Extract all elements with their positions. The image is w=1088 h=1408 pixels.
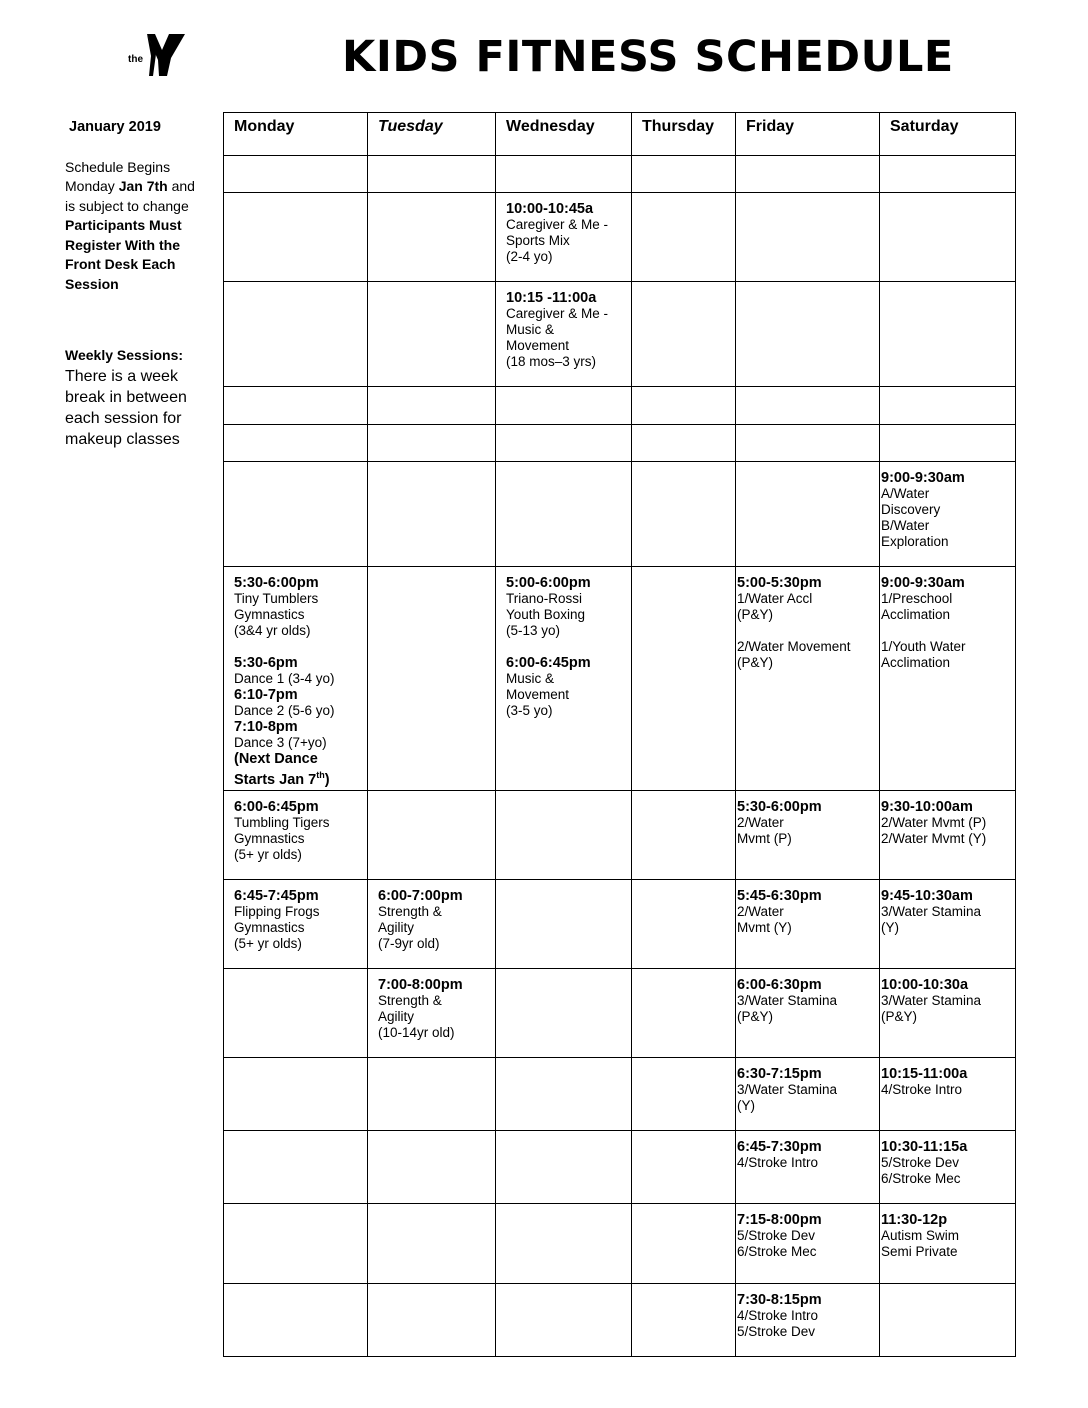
class-cell [880, 969, 1016, 1058]
class-desc: (P&Y) [737, 607, 774, 622]
register-line-3: Front Desk Each [65, 256, 176, 272]
class-time: 7:00-8:00pm [378, 977, 463, 993]
class-desc: 6/Stroke Mec [737, 1244, 817, 1259]
class-desc: Autism Swim [881, 1228, 960, 1243]
class-desc: Tumbling Tigers [234, 815, 330, 830]
class-cell [368, 969, 496, 1058]
dance-note-close: ) [324, 771, 330, 788]
class-desc: 6/Stroke Mec [881, 1171, 961, 1186]
class-desc: Dance 3 (7+yo) [234, 735, 327, 750]
dance-note: (Next Dance [234, 751, 318, 767]
class-desc: 3/Water Stamina [881, 993, 982, 1008]
class-desc: Music & [506, 322, 555, 337]
table-row [224, 425, 1016, 462]
col-saturday: Saturday [880, 113, 1016, 156]
class-desc: 2/Water [737, 904, 784, 919]
class-cell [224, 791, 368, 880]
class-desc: 2/Water Mvmt (P) [881, 815, 987, 830]
weekly-line-1: There is a week [65, 367, 178, 385]
header-row [224, 113, 1016, 156]
dance-note-date [234, 767, 365, 788]
class-desc: (Y) [881, 920, 899, 935]
class-time: 10:30-11:15a [881, 1139, 968, 1155]
class-desc: (5+ yr olds) [234, 847, 302, 862]
class-desc: (3-5 yo) [506, 703, 553, 718]
class-cell [496, 282, 632, 387]
class-desc: Caregiver & Me - [506, 217, 609, 232]
class-desc: (7-9yr old) [378, 936, 440, 951]
class-time: 9:00-9:30am [881, 575, 965, 591]
class-time: 5:00-5:30pm [737, 575, 822, 591]
class-time: 6:10-7pm [234, 687, 298, 703]
begins-and: and [167, 178, 195, 194]
class-desc: Acclimation [881, 655, 951, 670]
class-time: 7:10-8pm [234, 719, 298, 735]
class-desc: Mvmt (P) [737, 831, 792, 846]
class-cell [736, 567, 880, 791]
col-wednesday: Wednesday [496, 113, 632, 156]
class-cell [368, 880, 496, 969]
dance-note-text: Starts Jan 7 [234, 771, 317, 788]
class-cell [880, 880, 1016, 969]
class-cell [496, 193, 632, 282]
table-row [224, 156, 1016, 193]
class-desc: Triano-Rossi [506, 591, 583, 606]
ymca-logo [125, 30, 187, 80]
class-desc: B/Water [881, 518, 930, 533]
class-desc: Caregiver & Me - [506, 306, 609, 321]
col-monday: Monday [224, 113, 368, 156]
class-time: 5:30-6:00pm [234, 575, 319, 591]
class-desc: Agility [378, 1009, 415, 1024]
class-desc: (P&Y) [881, 1009, 918, 1024]
class-desc: 1/Water Accl [737, 591, 813, 606]
class-desc: Discovery [881, 502, 941, 517]
class-desc: 4/Stroke Intro [737, 1308, 819, 1323]
class-cell [224, 880, 368, 969]
class-cell [736, 1284, 880, 1357]
class-desc: (5+ yr olds) [234, 936, 302, 951]
class-time: 9:45-10:30am [881, 888, 973, 904]
class-cell [880, 567, 1016, 791]
table-row [224, 1131, 1016, 1204]
class-cell [880, 1131, 1016, 1204]
class-desc: Movement [506, 338, 570, 353]
class-time: 5:30-6pm [234, 655, 298, 671]
begins-date: Jan 7th [118, 178, 168, 194]
schedule-table [223, 112, 1016, 1357]
class-cell [496, 567, 632, 791]
class-desc: 5/Stroke Dev [737, 1324, 816, 1339]
class-desc: 2/Water Movement [737, 639, 851, 654]
table-row [224, 193, 1016, 282]
class-time: 10:15 -11:00a [506, 290, 597, 306]
class-time: 6:00-7:00pm [378, 888, 463, 904]
weekly-label: Weekly Sessions: [65, 347, 184, 363]
class-desc: 2/Water [737, 815, 784, 830]
class-time: 9:30-10:00am [881, 799, 973, 815]
class-time: 11:30-12p [881, 1212, 948, 1228]
class-desc: 3/Water Stamina [881, 904, 982, 919]
class-desc: 1/Youth Water [881, 639, 966, 654]
class-cell [880, 462, 1016, 567]
class-desc: Tiny Tumblers [234, 591, 319, 606]
class-desc: A/Water [881, 486, 930, 501]
weekly-line-4: makeup classes [65, 430, 180, 448]
class-desc: 5/Stroke Dev [737, 1228, 816, 1243]
class-cell [736, 791, 880, 880]
logo-text: the [128, 54, 143, 65]
table-row [224, 1058, 1016, 1131]
sidebar-notes [65, 118, 215, 450]
class-desc: (P&Y) [737, 1009, 774, 1024]
class-time: 6:45-7:45pm [234, 888, 319, 904]
class-time: 5:45-6:30pm [737, 888, 822, 904]
register-line-2: Register With the [65, 236, 180, 253]
begins-line-1: Schedule Begins [65, 158, 171, 175]
class-time: 6:30-7:15pm [737, 1066, 822, 1082]
class-time: 6:00-6:45pm [234, 799, 319, 815]
class-desc: Dance 1 (3-4 yo) [234, 671, 335, 686]
page-title: KIDS FITNESS SCHEDULE [342, 32, 954, 82]
class-time: 5:00-6:00pm [506, 575, 591, 591]
col-thursday: Thursday [632, 113, 736, 156]
class-desc: Exploration [881, 534, 949, 549]
dance-note-sup: th [316, 770, 325, 780]
class-time: 10:15-11:00a [881, 1066, 968, 1082]
class-desc: Strength & [378, 993, 442, 1008]
class-time: 7:15-8:00pm [737, 1212, 822, 1228]
class-cell [736, 969, 880, 1058]
class-desc: Gymnastics [234, 920, 305, 935]
class-desc: Youth Boxing [506, 607, 586, 622]
class-desc: Gymnastics [234, 607, 305, 622]
class-time: 10:00-10:30a [881, 977, 969, 993]
class-desc: (2-4 yo) [506, 249, 553, 264]
class-desc: Agility [378, 920, 415, 935]
class-cell [736, 880, 880, 969]
class-cell [736, 1131, 880, 1204]
class-time: 7:30-8:15pm [737, 1292, 822, 1308]
class-desc: Dance 2 (5-6 yo) [234, 703, 335, 718]
class-desc: (5-13 yo) [506, 623, 561, 638]
weekly-line-3: each session for [65, 409, 182, 427]
class-desc: 1/Preschool [881, 591, 953, 606]
table-row [224, 282, 1016, 387]
begins-line-3: is subject to change [65, 197, 189, 214]
weekly-line-2: break in between [65, 388, 187, 406]
register-line-1: Participants Must [65, 217, 182, 233]
class-desc: Strength & [378, 904, 442, 919]
table-row [224, 462, 1016, 567]
class-desc: (P&Y) [737, 655, 774, 670]
class-time: 6:00-6:45pm [506, 655, 591, 671]
class-desc: (3&4 yr olds) [234, 623, 311, 638]
col-friday: Friday [736, 113, 880, 156]
begins-text: Monday [65, 178, 119, 194]
class-desc: Music & [506, 671, 555, 686]
class-desc: 4/Stroke Intro [881, 1082, 963, 1097]
class-desc: Mvmt (Y) [737, 920, 792, 935]
class-desc: Gymnastics [234, 831, 305, 846]
class-desc: 4/Stroke Intro [737, 1155, 819, 1170]
class-cell [736, 1204, 880, 1284]
table-row [224, 969, 1016, 1058]
table-row [224, 1204, 1016, 1284]
class-time: 6:00-6:30pm [737, 977, 822, 993]
class-cell [880, 1204, 1016, 1284]
class-cell [880, 791, 1016, 880]
table-row [224, 791, 1016, 880]
class-desc: 5/Stroke Dev [881, 1155, 960, 1170]
class-desc: (18 mos–3 yrs) [506, 354, 597, 369]
class-cell [224, 567, 368, 791]
table-row [224, 1284, 1016, 1357]
begins-line-2 [65, 177, 215, 197]
class-desc: (10-14yr old) [378, 1025, 455, 1040]
col-tuesday: Tuesday [368, 113, 496, 156]
class-desc: 3/Water Stamina [737, 993, 838, 1008]
class-desc: 2/Water Mvmt (Y) [881, 831, 987, 846]
class-desc: Sports Mix [506, 233, 570, 248]
table-row [224, 880, 1016, 969]
class-desc: Movement [506, 687, 570, 702]
class-desc: 3/Water Stamina [737, 1082, 838, 1097]
class-cell [736, 1058, 880, 1131]
table-row [224, 387, 1016, 425]
class-time: 10:00-10:45a [506, 201, 594, 217]
class-time: 9:00-9:30am [881, 470, 965, 486]
class-desc: Acclimation [881, 607, 951, 622]
register-line-4: Session [65, 275, 119, 292]
class-desc: Flipping Frogs [234, 904, 320, 919]
schedule-month: January 2019 [69, 119, 161, 135]
table-row [224, 567, 1016, 791]
class-cell [880, 1058, 1016, 1131]
class-time: 6:45-7:30pm [737, 1139, 822, 1155]
class-desc: (Y) [737, 1098, 755, 1113]
class-time: 5:30-6:00pm [737, 799, 822, 815]
class-desc: Semi Private [881, 1244, 958, 1259]
